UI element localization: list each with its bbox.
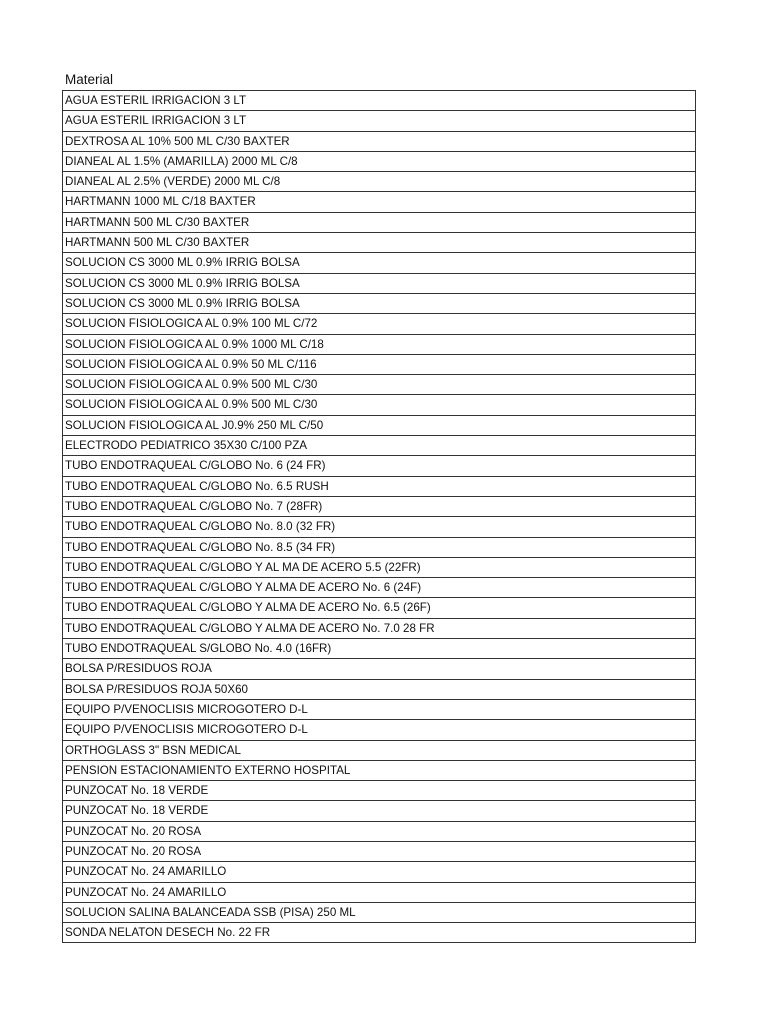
table-row [63, 354, 696, 374]
material-cell: SOLUCION FISIOLOGICA AL 0.9% 50 ML C/116 [63, 354, 696, 374]
table-row [63, 720, 696, 740]
table-row [63, 598, 696, 618]
table-body [63, 91, 696, 943]
material-cell: TUBO ENDOTRAQUEAL C/GLOBO Y ALMA DE ACERO No. 6 (24F) [63, 578, 696, 598]
material-cell: DIANEAL AL 2.5% (VERDE) 2000 ML C/8 [63, 172, 696, 192]
table-row [63, 760, 696, 780]
material-cell: EQUIPO P/VENOCLISIS MICROGOTERO D-L [63, 720, 696, 740]
material-cell: TUBO ENDOTRAQUEAL C/GLOBO Y AL MA DE ACERO 5.5 (22FR) [63, 557, 696, 577]
material-cell: PUNZOCAT No. 24 AMARILLO [63, 862, 696, 882]
material-cell: AGUA ESTERIL IRRIGACION 3 LT [63, 91, 696, 111]
column-header-material: Material [65, 72, 114, 87]
material-cell: SOLUCION SALINA BALANCEADA SSB (PISA) 250 ML [63, 902, 696, 922]
table-row [63, 679, 696, 699]
table-row [63, 131, 696, 151]
material-cell: TUBO ENDOTRAQUEAL C/GLOBO Y ALMA DE ACERO No. 7.0 28 FR [63, 618, 696, 638]
material-cell: PUNZOCAT No. 20 ROSA [63, 841, 696, 861]
material-table [62, 90, 696, 943]
table-row [63, 212, 696, 232]
material-cell: TUBO ENDOTRAQUEAL C/GLOBO No. 8.0 (32 FR) [63, 517, 696, 537]
table-row [63, 151, 696, 171]
material-cell: BOLSA P/RESIDUOS ROJA [63, 659, 696, 679]
table-row [63, 476, 696, 496]
table-row [63, 496, 696, 516]
material-cell: TUBO ENDOTRAQUEAL C/GLOBO No. 8.5 (34 FR) [63, 537, 696, 557]
material-cell: PUNZOCAT No. 18 VERDE [63, 781, 696, 801]
table-row [63, 415, 696, 435]
table-row [63, 233, 696, 253]
material-cell: SOLUCION FISIOLOGICA AL 0.9% 500 ML C/30 [63, 375, 696, 395]
table-row [63, 517, 696, 537]
material-cell: PENSION ESTACIONAMIENTO EXTERNO HOSPITAL [63, 760, 696, 780]
material-cell: TUBO ENDOTRAQUEAL C/GLOBO No. 6 (24 FR) [63, 456, 696, 476]
table-row [63, 314, 696, 334]
material-cell: EQUIPO P/VENOCLISIS MICROGOTERO D-L [63, 699, 696, 719]
table-row [63, 293, 696, 313]
material-cell: SOLUCION CS 3000 ML 0.9% IRRIG BOLSA [63, 273, 696, 293]
table-row [63, 91, 696, 111]
table-row [63, 537, 696, 557]
material-cell: DIANEAL AL 1.5% (AMARILLA) 2000 ML C/8 [63, 151, 696, 171]
material-cell: TUBO ENDOTRAQUEAL C/GLOBO No. 6.5 RUSH [63, 476, 696, 496]
material-cell: HARTMANN 500 ML C/30 BAXTER [63, 212, 696, 232]
table-row [63, 841, 696, 861]
material-cell: DEXTROSA AL 10% 500 ML C/30 BAXTER [63, 131, 696, 151]
material-cell: PUNZOCAT No. 20 ROSA [63, 821, 696, 841]
material-cell: TUBO ENDOTRAQUEAL S/GLOBO No. 4.0 (16FR) [63, 639, 696, 659]
material-cell: TUBO ENDOTRAQUEAL C/GLOBO No. 7 (28FR) [63, 496, 696, 516]
material-cell: ORTHOGLASS 3" BSN MEDICAL [63, 740, 696, 760]
table-row [63, 436, 696, 456]
table-row [63, 781, 696, 801]
material-cell: SOLUCION FISIOLOGICA AL J0.9% 250 ML C/50 [63, 415, 696, 435]
material-cell: BOLSA P/RESIDUOS ROJA 50X60 [63, 679, 696, 699]
material-cell: SOLUCION CS 3000 ML 0.9% IRRIG BOLSA [63, 293, 696, 313]
table-row [63, 111, 696, 131]
table-row [63, 456, 696, 476]
table-row [63, 659, 696, 679]
material-cell: HARTMANN 500 ML C/30 BAXTER [63, 233, 696, 253]
table-row [63, 273, 696, 293]
table-row [63, 578, 696, 598]
material-cell: SOLUCION CS 3000 ML 0.9% IRRIG BOLSA [63, 253, 696, 273]
table-row [63, 192, 696, 212]
table-row [63, 618, 696, 638]
table-row [63, 375, 696, 395]
table-row [63, 395, 696, 415]
table-row [63, 639, 696, 659]
table-row [63, 334, 696, 354]
table-row [63, 253, 696, 273]
table-row [63, 902, 696, 922]
material-cell: PUNZOCAT No. 18 VERDE [63, 801, 696, 821]
table-row [63, 557, 696, 577]
table-row [63, 801, 696, 821]
material-cell: HARTMANN 1000 ML C/18 BAXTER [63, 192, 696, 212]
material-cell: SONDA NELATON DESECH No. 22 FR [63, 923, 696, 943]
material-cell: PUNZOCAT No. 24 AMARILLO [63, 882, 696, 902]
table-row [63, 882, 696, 902]
material-cell: ELECTRODO PEDIATRICO 35X30 C/100 PZA [63, 436, 696, 456]
material-cell: SOLUCION FISIOLOGICA AL 0.9% 1000 ML C/18 [63, 334, 696, 354]
table-row [63, 821, 696, 841]
material-cell: AGUA ESTERIL IRRIGACION 3 LT [63, 111, 696, 131]
table-row [63, 699, 696, 719]
material-cell: SOLUCION FISIOLOGICA AL 0.9% 500 ML C/30 [63, 395, 696, 415]
table-row [63, 740, 696, 760]
material-cell: TUBO ENDOTRAQUEAL C/GLOBO Y ALMA DE ACERO No. 6.5 (26F) [63, 598, 696, 618]
table-row [63, 172, 696, 192]
table-row [63, 923, 696, 943]
table-row [63, 862, 696, 882]
material-cell: SOLUCION FISIOLOGICA AL 0.9% 100 ML C/72 [63, 314, 696, 334]
